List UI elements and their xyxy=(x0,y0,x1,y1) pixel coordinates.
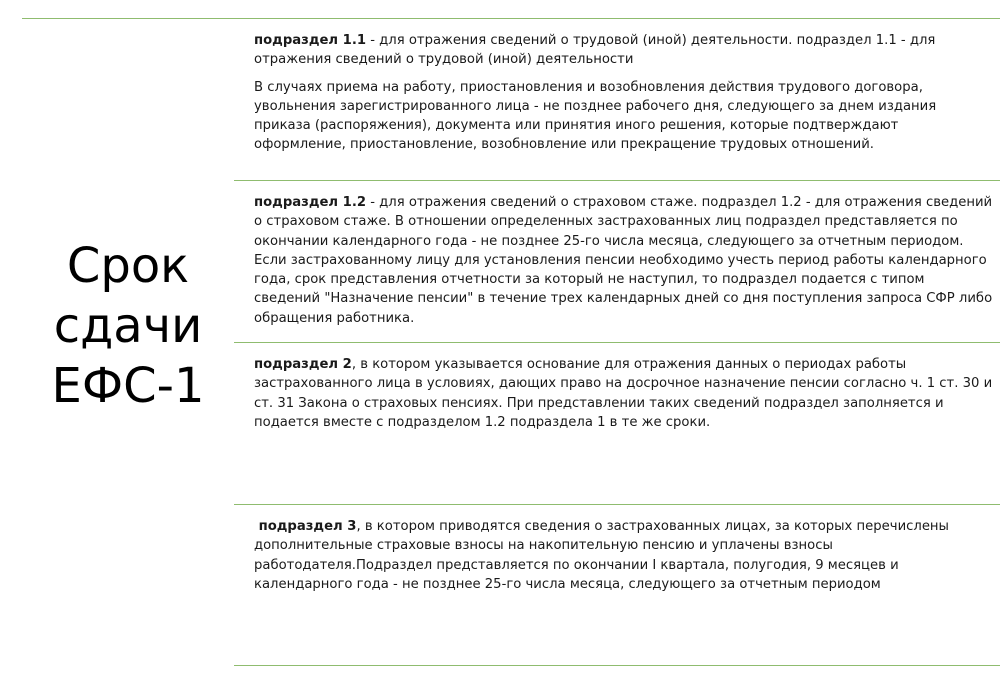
section-3 xyxy=(254,517,994,594)
section-2 xyxy=(254,355,994,432)
section-2-label: подраздел 2 xyxy=(254,357,352,372)
divider-3 xyxy=(234,504,1000,505)
section-1-1-text: - для отражения сведений о трудовой (иной) деятельности. подраздел 1.1 - для отражения сведений о трудовой (иной) деятельности xyxy=(254,33,936,68)
section-3-text: , в котором приводятся сведения о застрахованных лицах, за которых перечислены дополнительные страховые взносы на накопительную пенсию и уплачены взносы работодателя.Подраздел представляется по окончании I квартала, полугодия, 9 месяцев и календарного года - не позднее 25-го числа месяца, следующего за отчетным периодом xyxy=(254,519,949,592)
section-2-paragraph xyxy=(254,355,994,432)
slide-title xyxy=(22,236,234,416)
section-1-1-extra: В случаях приема на работу, приостановления и возобновления действия трудового договора, увольнения зарегистрированного лица - не позднее рабочего дня, следующего за днем издания приказа (распоряжения), документа или принятия иного решения, которые подтверждают оформление, приостановление, возобновление или прекращение трудовых отношений. xyxy=(254,79,937,153)
section-1-1 xyxy=(254,31,994,155)
divider-1 xyxy=(234,180,1000,181)
section-3-label: подраздел 3 xyxy=(254,519,357,534)
section-1-1-label: подраздел 1.1 xyxy=(254,33,367,48)
title-line-1: Срок xyxy=(66,238,190,294)
section-1-2-text: - для отражения сведений о страховом стаже. подраздел 1.2 - для отражения сведений о страховом стаже. В отношении определенных застрахованных лиц подраздел представляется по окончании календарного года - не позднее 25-го числа месяца, следующего за отчетным периодом. Если застрахованному лицу для установления пенсии необходимо учесть период работы календарного года, срок представления отчетности за который не наступил, то подраздел подается с типом сведений "Назначение пенсии" в течение трех календарных дней со дня поступления запроса СФР либо обращения работника. xyxy=(254,195,993,326)
top-divider xyxy=(22,18,1000,19)
title-line-2: сдачи xyxy=(53,298,203,354)
divider-2 xyxy=(234,342,1000,343)
section-2-text: , в котором указывается основание для отражения данных о периодах работы застрахованного лица в условиях, дающих право на досрочное назначение пенсии согласно ч. 1 ст. 30 и ст. 31 Закона о страховых пенсиях. При представлении таких сведений подраздел заполняется и подается вместе с подразделом 1.2 подраздела 1 в те же сроки. xyxy=(254,357,993,430)
title-line-3: ЕФС-1 xyxy=(51,358,205,414)
section-1-2-label: подраздел 1.2 xyxy=(254,195,367,210)
section-3-paragraph xyxy=(254,517,994,594)
section-1-2-paragraph xyxy=(254,193,994,328)
section-1-2 xyxy=(254,193,994,328)
section-1-1-paragraph xyxy=(254,31,994,70)
bottom-divider xyxy=(234,665,1000,666)
